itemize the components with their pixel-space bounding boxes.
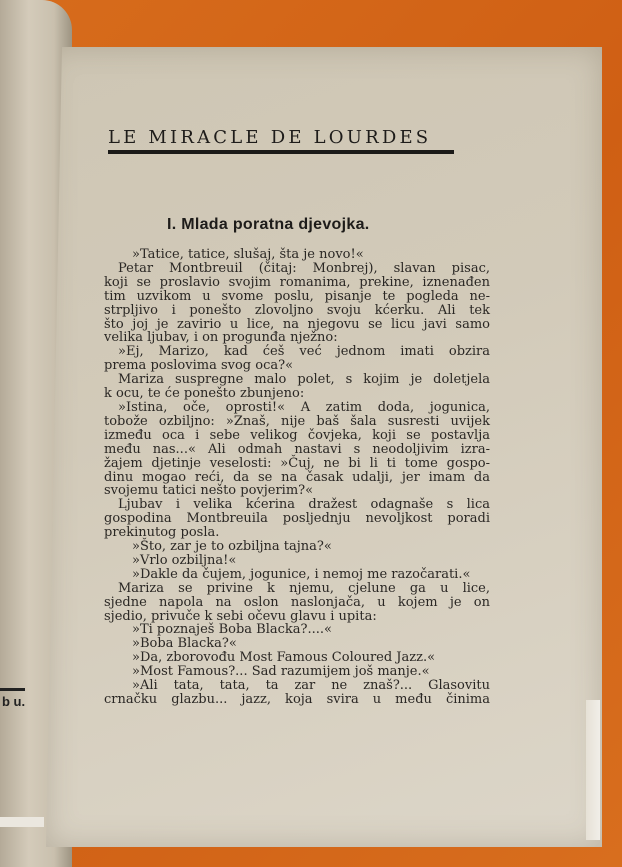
text-line: Mariza suspregne malo polet, s kojim je doletjela xyxy=(118,372,490,388)
text-line: crnačku glazbu... jazz, koja svira u među činima xyxy=(104,692,490,707)
text-line: Petar Montbreuil (čitaj: Monbrej), slavan pisac, xyxy=(118,260,490,276)
text-line: »Ej, Marizo, kad ćeš već jednom imati obzira xyxy=(118,344,490,360)
header-rule xyxy=(108,150,454,154)
text-line: koji se proslavio svojim romanima, prekine, iznenađen xyxy=(104,274,490,290)
text-line: prema poslovima svog oca?« xyxy=(104,358,294,374)
text-line: »Ti poznaješ Boba Blacka?....« xyxy=(132,622,332,638)
body-text xyxy=(104,248,490,707)
text-line: »Most Famous?... Sad razumijem još manje.« xyxy=(132,664,430,680)
text-line: prekinutog posla. xyxy=(104,525,220,541)
left-page-rule xyxy=(0,688,25,691)
text-line: velika ljubav, i on progunđa nježno: xyxy=(104,330,338,346)
text-line: što joj je zavirio u lice, na njegovu se licu javi samo xyxy=(104,316,490,332)
text-line: k ocu, te će ponešto zbunjeno: xyxy=(104,386,305,402)
text-line: svojemu tatici nešto povjerim?« xyxy=(104,483,314,499)
text-line: među nas...« Ali odmah nastavi s neodoljivim izra- xyxy=(104,441,490,457)
text-line: između oca i sebe velikog čovjeka, koji se postavlja xyxy=(104,427,490,443)
left-page-fragment: b u. xyxy=(2,694,26,709)
page-header-title: LE MIRACLE DE LOURDES xyxy=(108,127,432,148)
text-line: sjedio, privuče k sebi očevu glavu i upita: xyxy=(104,608,377,624)
page-corner-fold xyxy=(586,700,600,840)
text-line: »Istina, oče, oprosti!« A zatim doda, jogunica, xyxy=(118,399,490,415)
text-line: tobože ozbiljno: »Znaš, nije baš šala susresti uvijek xyxy=(104,413,490,429)
text-line: strpljivo i ponešto zlovoljno svoju kćerku. Ali tek xyxy=(104,302,490,318)
text-line: »Boba Blacka?« xyxy=(132,636,237,652)
text-line: »Dakle da čujem, jogunice, i nemoj me razočarati.« xyxy=(132,566,471,582)
text-line: »Što, zar je to ozbiljna tajna?« xyxy=(132,539,332,555)
text-line: sjedne napola na oslon naslonjača, u kojem je on xyxy=(104,594,490,610)
text-line: »Ali tata, tata, ta zar ne znaš?... Glasovitu xyxy=(132,678,490,694)
text-line: »Vrlo ozbiljna!« xyxy=(132,552,237,568)
text-line: »Da, zborovođu Most Famous Coloured Jazz.« xyxy=(132,650,436,666)
text-line: dinu mogao reći, da se na časak udalji, jer imam da xyxy=(104,469,490,485)
text-line: žajem djetinje veselosti: »Čuj, ne bi li ti tome gospo- xyxy=(104,455,490,471)
chapter-heading: I. Mlada poratna djevojka. xyxy=(167,216,370,233)
text-line: gospodina Montbreuila posljednju nevoljkost poradi xyxy=(104,511,490,527)
text-line: Ljubav i velika kćerina dražest odagnaše s lica xyxy=(118,497,490,513)
text-line: tim uzvikom u svome poslu, pisanje te pogleda ne- xyxy=(104,288,490,304)
text-line: »Tatice, tatice, slušaj, šta je novo!« xyxy=(132,247,364,262)
text-line: Mariza se privine k njemu, cjelune ga u lice, xyxy=(118,580,490,596)
left-page-edge xyxy=(0,817,44,827)
